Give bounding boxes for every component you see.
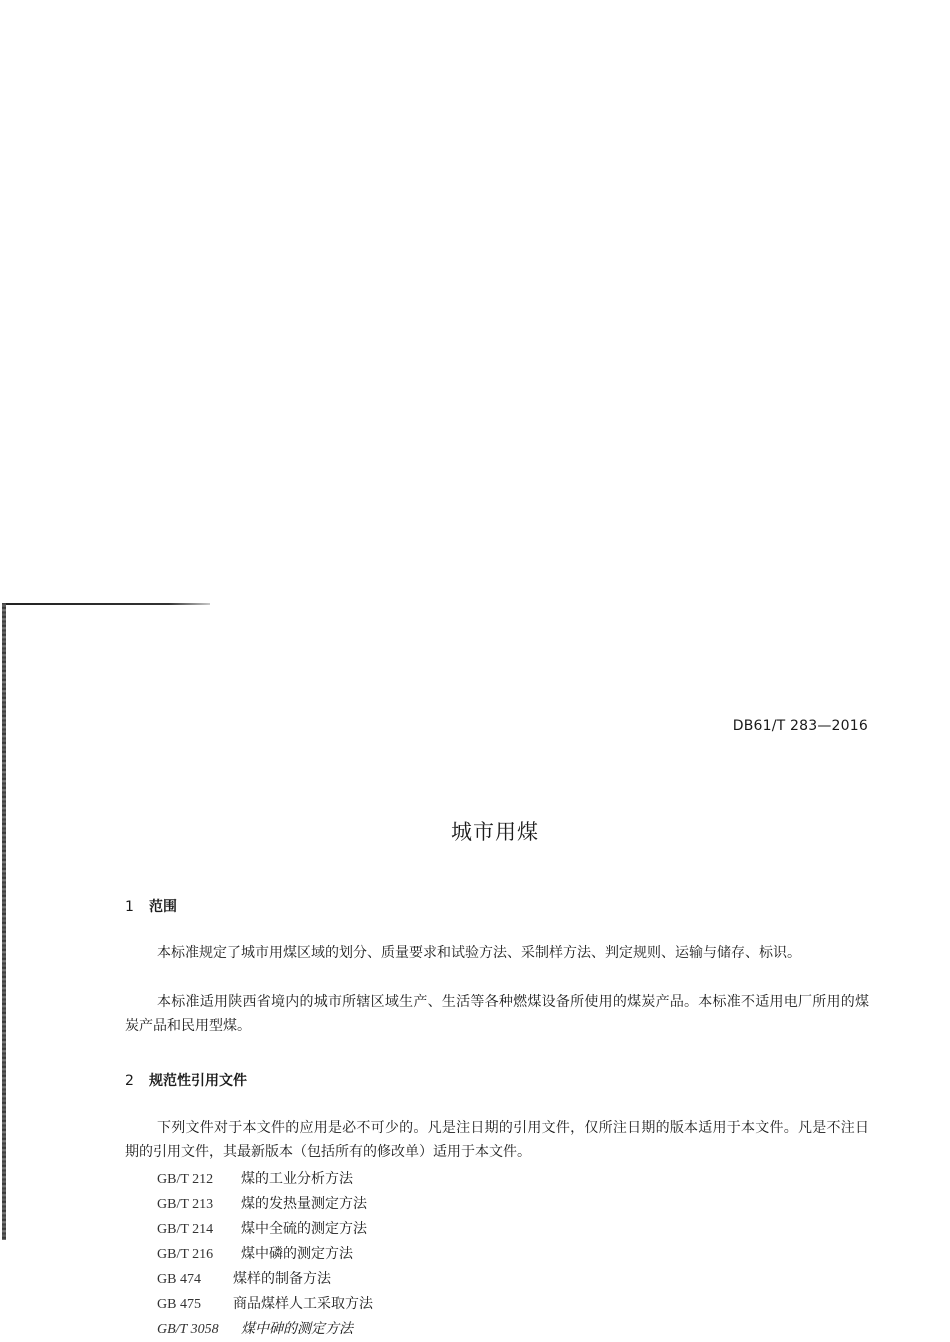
- reference-code: GB/T 3058: [157, 1322, 219, 1337]
- reference-code: GB/T 214: [157, 1222, 214, 1237]
- reference-title: 煤的工业分析方法: [241, 1171, 353, 1187]
- reference-code: GB/T 213: [157, 1197, 214, 1212]
- references-intro-paragraph: 下列文件对于本文件的应用是必不可少的。凡是注日期的引用文件，仅所注日期的版本适用于本文件。凡是不注日期的引用文件，其最新版本（包括所有的修改单）适用于本文件。: [125, 1120, 869, 1160]
- section-title: 规范性引用文件: [149, 1073, 247, 1089]
- reference-item: [157, 1267, 373, 1292]
- reference-title: 煤样的制备方法: [233, 1271, 331, 1287]
- reference-title: 商品煤样人工采取方法: [233, 1296, 373, 1312]
- section-number: 1: [125, 899, 134, 915]
- section-number: 2: [125, 1073, 134, 1089]
- standard-number: DB61/T 283—2016: [732, 718, 868, 734]
- reference-item: [157, 1317, 373, 1342]
- reference-code: GB 474: [157, 1272, 201, 1287]
- reference-item: [157, 1292, 373, 1317]
- scan-edge-left: [2, 603, 6, 1240]
- section-2-heading: [125, 1070, 247, 1090]
- reference-code: GB/T 216: [157, 1247, 214, 1262]
- section-1-heading: [125, 896, 177, 916]
- reference-item: [157, 1242, 373, 1267]
- reference-code: GB 475: [157, 1297, 201, 1312]
- reference-item: [157, 1192, 373, 1217]
- reference-title: 煤的发热量测定方法: [241, 1196, 367, 1212]
- reference-title: 煤中磷的测定方法: [241, 1246, 353, 1262]
- document-title: 城市用煤: [451, 820, 539, 844]
- reference-title: 煤中全硫的测定方法: [241, 1221, 367, 1237]
- scope-paragraph-1: 本标准规定了城市用煤区域的划分、质量要求和试验方法、采制样方法、判定规则、运输与储存、标识。: [157, 945, 801, 961]
- reference-item: [157, 1217, 373, 1242]
- scan-edge-top: [4, 603, 210, 605]
- reference-list: [157, 1167, 373, 1342]
- reference-code: GB/T 212: [157, 1172, 214, 1187]
- reference-title: 煤中砷的测定方法: [241, 1321, 353, 1337]
- reference-item: [157, 1167, 373, 1192]
- scope-paragraph-2: 本标准适用陕西省境内的城市所辖区域生产、生活等各种燃煤设备所使用的煤炭产品。本标准不适用电厂所用的煤炭产品和民用型煤。: [125, 994, 869, 1034]
- section-title: 范围: [149, 899, 177, 915]
